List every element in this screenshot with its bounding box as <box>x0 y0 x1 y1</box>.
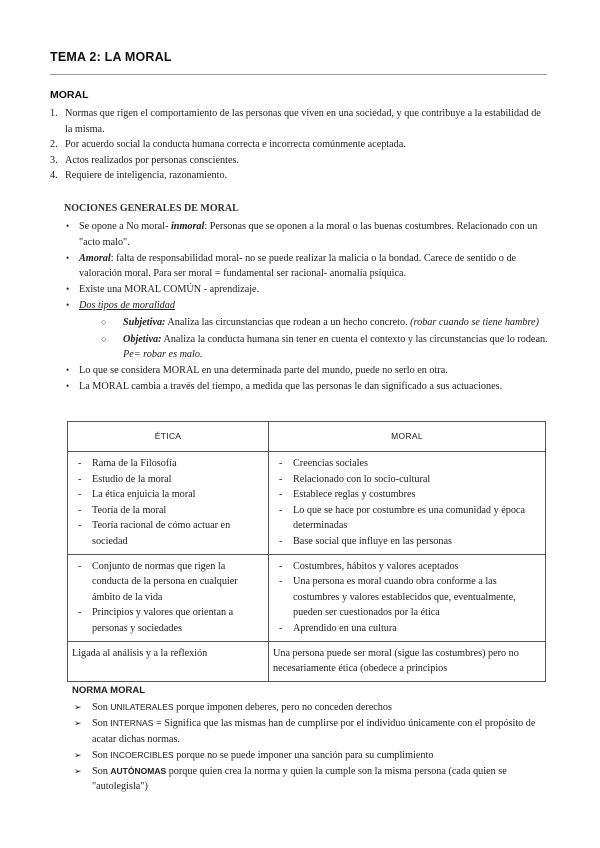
list-item <box>273 456 541 472</box>
table-row <box>68 452 546 555</box>
list-item-text: Existe una MORAL COMÚN - aprendizaje. <box>79 284 260 296</box>
list-item <box>50 153 550 169</box>
table-cell <box>269 452 546 555</box>
cell-text: Relacionado con lo socio-cultural <box>293 473 431 485</box>
list-item-text: Se opone a No moral- <box>79 221 171 232</box>
circle-bullet-icon: ○ <box>101 317 107 328</box>
list-item-text: : Personas que se oponen a la moral o las buenas costumbres. Relacionado con un "acto malo". <box>79 221 538 248</box>
table-row <box>68 641 546 681</box>
table-cell: Una persona puede ser moral (sigue las costumbres) pero no necesariamente ética (obedece a principios <box>269 641 546 681</box>
arrow-bullet-icon: ➢ <box>74 718 82 729</box>
list-item <box>273 559 541 575</box>
cell-text: Una persona es moral cuando obra conforme a las costumbres y valores establecidos que, eventualmente, pueden ser cuestionados por la ética <box>293 576 516 619</box>
dash-bullet: - <box>78 489 82 501</box>
moral-definition-list <box>50 106 550 184</box>
cell-text: Rama de la Filosofía <box>92 458 177 469</box>
term-objetiva: Objetiva: <box>123 333 162 345</box>
section-heading-norma: NORMA MORAL <box>72 685 145 696</box>
list-item <box>273 472 541 488</box>
dash-bullet: - <box>78 520 82 532</box>
list-item <box>72 559 264 606</box>
title-divider <box>50 74 547 75</box>
example-text: (robar cuando se tiene hambre) <box>410 317 539 329</box>
dash-bullet: - <box>78 560 82 572</box>
list-item-text: La MORAL cambia a través del tiempo, a medida que las personas le dan significado a sus actuaciones. <box>79 381 503 393</box>
list-item <box>50 168 550 184</box>
table-cell: Ligada al análisis y a la reflexión <box>68 641 269 681</box>
dash-bullet: - <box>78 504 82 516</box>
cell-text: Creencias sociales <box>293 458 368 469</box>
example-text: Pe= robar es malo. <box>123 349 203 361</box>
arrow-bullet-icon: ➢ <box>74 765 82 776</box>
list-item <box>79 315 554 331</box>
list-number: 2. <box>50 139 58 151</box>
list-item-text: Son <box>92 749 111 761</box>
list-item-text: Son <box>92 718 111 730</box>
bullet-icon: • <box>66 284 70 295</box>
moralidad-types-list <box>79 315 554 363</box>
list-item <box>50 137 550 153</box>
list-item <box>64 219 554 250</box>
dash-bullet: - <box>279 504 283 516</box>
list-item-text: porque no se puede imponer una sanción para su cumplimiento <box>173 749 434 761</box>
dash-bullet: - <box>78 607 82 619</box>
list-item <box>72 503 264 519</box>
keyword: INCOERCIBLES <box>110 749 174 760</box>
list-item-text: Requiere de inteligencia, razonamiento. <box>65 170 228 182</box>
list-item-text: : falta de responsabilidad moral- no se puede realizar la malicia o la bondad. Carece de sentido o de valoración moral. Para ser moral = fundamental ser racional- anomalía psíquica. <box>79 252 517 280</box>
dash-bullet: - <box>78 458 82 469</box>
list-number: 4. <box>50 170 58 182</box>
list-item <box>273 503 541 534</box>
header-moral: MORAL <box>269 422 546 452</box>
list-item <box>74 716 552 747</box>
cell-text: Lo que se hace por costumbre es una comunidad y época determinadas <box>293 504 525 532</box>
list-item <box>74 764 552 795</box>
cell-text: Teoría de la moral <box>92 504 167 516</box>
bullet-icon: • <box>66 381 70 392</box>
cell-text: Estudio de la moral <box>92 473 172 485</box>
dash-bullet: - <box>279 535 283 547</box>
list-item-text: Por acuerdo social la conducta humana correcta e incorrecta comúnmente aceptada. <box>65 139 406 151</box>
list-item-text: porque imponen deberes, pero no conceden derechos <box>173 702 392 713</box>
cell-text: Base social que influye en las personas <box>293 535 452 547</box>
dash-bullet: - <box>279 473 283 485</box>
table-row <box>68 554 546 641</box>
list-item <box>64 282 554 298</box>
keyword: UNILATERALES <box>110 702 174 712</box>
list-item <box>64 298 554 362</box>
list-item-text: Analiza la conducta humana sin tener en cuenta el contexto y las circunstancias que lo rodean. <box>161 333 548 345</box>
list-item <box>72 487 264 503</box>
list-item-text: = Significa que las mismas han de cumplirse por el individuo únicamente con el propósito de acatar dichas normas. <box>92 718 536 745</box>
list-item-text: Son <box>92 765 111 777</box>
dash-bullet: - <box>279 458 283 469</box>
list-item <box>74 700 552 716</box>
list-item-text: porque quien crea la norma y quien la cumple son la misma persona (cada quien se "autolegisla") <box>92 765 507 793</box>
table-cell <box>68 452 269 555</box>
cell-text: Aprendido en una cultura <box>293 622 397 634</box>
table-header-row <box>68 422 546 452</box>
cell-text: Teoría racional de cómo actuar en sociedad <box>92 520 231 547</box>
list-item <box>64 251 554 282</box>
bullet-icon: • <box>66 365 70 376</box>
list-item-text: Actos realizados por personas conscientes. <box>65 154 239 166</box>
norma-moral-list <box>74 700 552 796</box>
section-heading-moral: MORAL <box>50 89 89 101</box>
term-amoral: Amoral <box>79 252 111 264</box>
bullet-icon: • <box>66 221 70 231</box>
list-item <box>79 332 554 363</box>
list-item <box>72 518 264 549</box>
page-title: TEMA 2: LA MORAL <box>50 50 172 64</box>
etica-moral-table <box>67 421 546 682</box>
arrow-bullet-icon: ➢ <box>74 702 82 712</box>
list-item-text: Lo que se considera MORAL en una determinada parte del mundo, puede no serlo en otra. <box>79 365 448 377</box>
term-inmoral: inmoral <box>170 221 205 232</box>
moralidad-types-label: Dos tipos de moralidad <box>79 300 175 312</box>
bullet-icon: • <box>66 252 70 263</box>
cell-text: Costumbres, hábitos y valores aceptados <box>293 560 459 572</box>
cell-text: Conjunto de normas que rigen la conducta de la persona en cualquier ámbito de la vida <box>92 560 238 603</box>
list-item <box>50 106 550 137</box>
list-item <box>273 621 541 637</box>
nociones-list <box>64 219 554 396</box>
list-item-text: Normas que rigen el comportamiento de las personas que viven en una sociedad, y que contribuye a la estabilidad de la misma. <box>65 108 541 135</box>
dash-bullet: - <box>279 576 283 588</box>
cell-text: La ética enjuicia la moral <box>92 489 196 501</box>
keyword: INTERNAS <box>110 718 154 729</box>
keyword: AUTÓNOMAS <box>110 765 167 776</box>
term-subjetiva: Subjetiva: <box>123 317 166 329</box>
header-etica: ÉTICA <box>68 422 269 452</box>
list-item <box>72 605 264 636</box>
bullet-icon: • <box>66 300 70 311</box>
dash-bullet: - <box>78 473 82 485</box>
list-item <box>64 379 554 395</box>
dash-bullet: - <box>279 622 283 634</box>
dash-bullet: - <box>279 489 283 501</box>
list-item-text: Analiza las circunstancias que rodean a un hecho concreto. <box>165 317 411 329</box>
list-number: 1. <box>50 108 58 119</box>
table-cell <box>68 554 269 641</box>
list-item <box>273 487 541 503</box>
cell-text: Establece reglas y costumbres <box>293 489 416 501</box>
list-item <box>74 748 552 764</box>
section-heading-nociones: NOCIONES GENERALES DE MORAL <box>64 203 239 214</box>
circle-bullet-icon: ○ <box>101 333 107 344</box>
list-item <box>72 456 264 472</box>
cell-text: Principios y valores que orientan a personas y sociedades <box>92 607 234 634</box>
list-item <box>64 363 554 379</box>
list-item <box>273 574 541 621</box>
table-cell <box>269 554 546 641</box>
list-item <box>72 472 264 488</box>
list-item-text: Son <box>92 702 111 713</box>
list-item <box>273 534 541 550</box>
arrow-bullet-icon: ➢ <box>74 749 82 760</box>
dash-bullet: - <box>279 560 283 572</box>
list-number: 3. <box>50 154 58 166</box>
